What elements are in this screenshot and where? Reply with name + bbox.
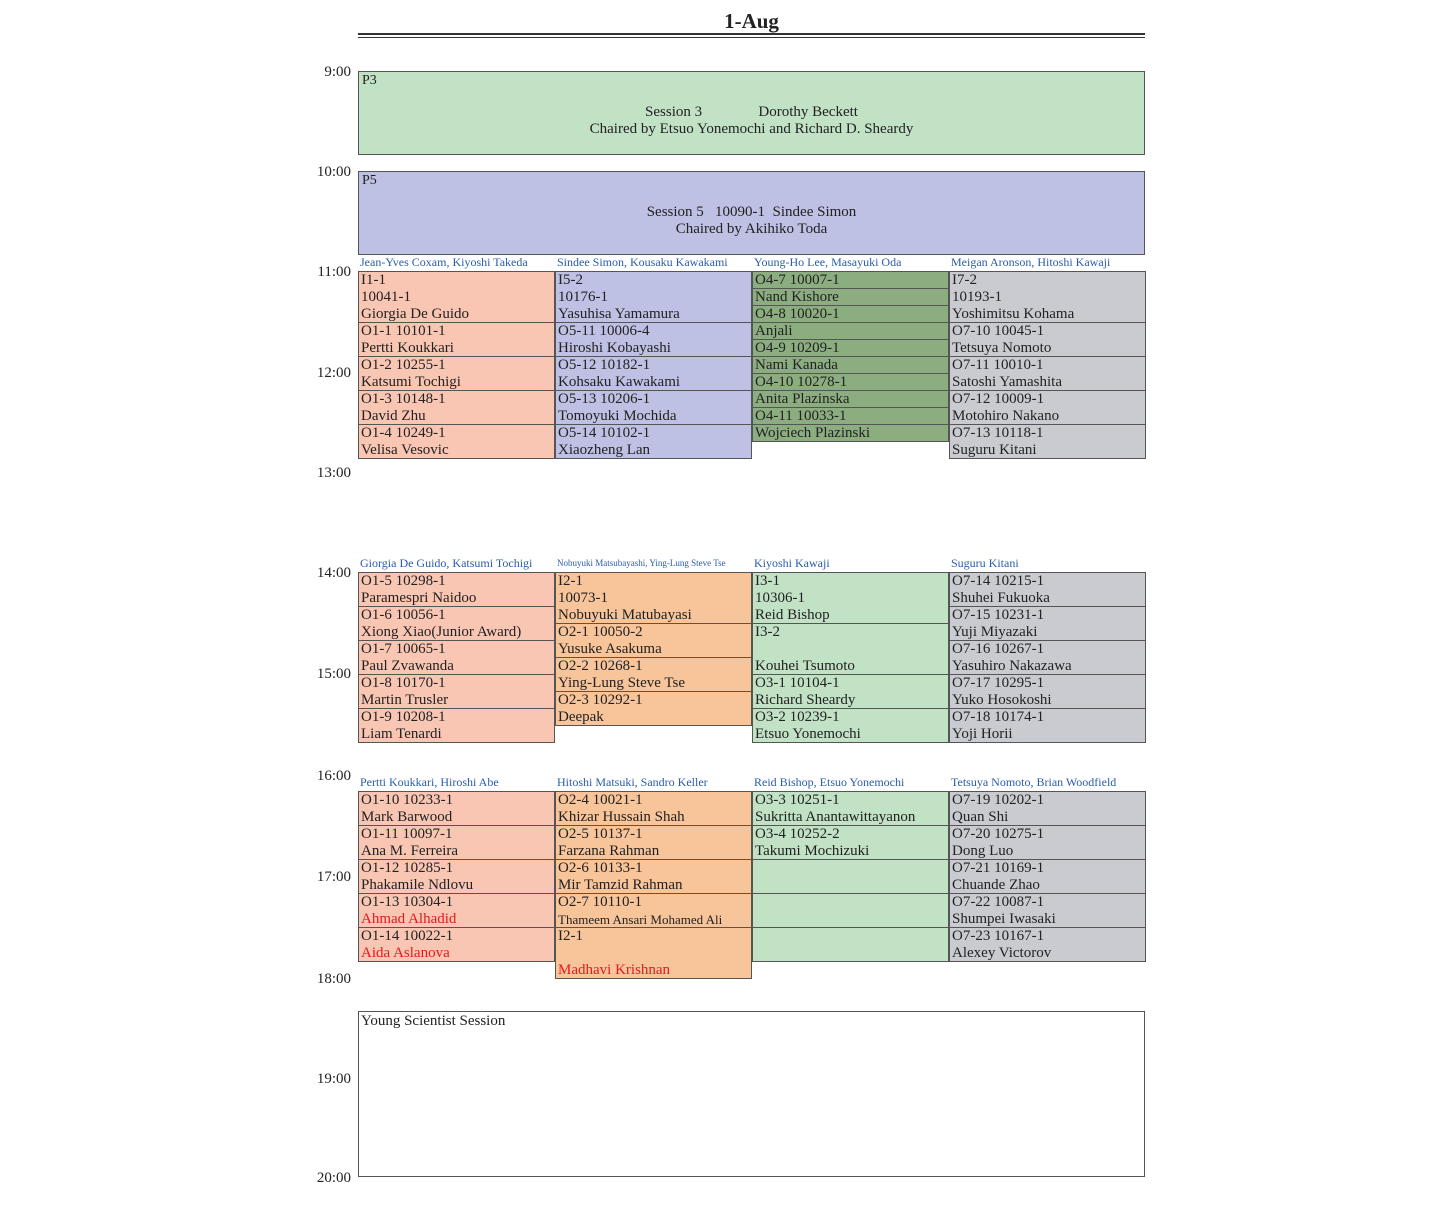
session-chairs: Jean-Yves Coxam, Kiyoshi Takeda: [360, 255, 528, 269]
talk-code: O2-5 10137-1: [558, 826, 643, 842]
talk-slot[interactable]: [555, 572, 752, 624]
time-label: 17:00: [316, 869, 351, 885]
talk-slot[interactable]: [949, 390, 1146, 425]
time-label: 9:00: [324, 64, 351, 80]
talk-code: O7-19 10202-1: [952, 792, 1045, 808]
title-rule: [358, 37, 1145, 38]
talk-code: O7-16 10267-1: [952, 641, 1045, 657]
talk-code: O1-5 10298-1: [361, 573, 446, 589]
speaker-name: Takumi Mochizuki: [755, 843, 870, 859]
talk-text: Anjali: [755, 323, 793, 339]
talk-text: 10306-1: [755, 590, 805, 606]
talk-code: O1-2 10255-1: [361, 357, 446, 373]
talk-slot[interactable]: [752, 288, 949, 306]
speaker-name: Richard Sheardy: [755, 692, 856, 708]
talk-slot[interactable]: [358, 859, 555, 894]
talk-slot[interactable]: [358, 271, 555, 323]
speaker-name: Yusuke Asakuma: [558, 641, 662, 657]
speaker-name: Yuko Hosokoshi: [952, 692, 1052, 708]
talk-slot[interactable]: [949, 708, 1146, 743]
speaker-name: Alexey Victorov: [952, 945, 1052, 961]
talk-slot[interactable]: [752, 572, 949, 624]
speaker-name: Liam Tenardi: [361, 726, 442, 742]
talk-slot[interactable]: [358, 674, 555, 709]
talk-slot[interactable]: [949, 356, 1146, 391]
speaker-name: Yasuhiro Nakazawa: [952, 658, 1072, 674]
talk-slot[interactable]: [358, 572, 555, 607]
speaker-name: Mir Tamzid Rahman: [558, 877, 683, 893]
talk-code: O7-22 10087-1: [952, 894, 1045, 910]
talk-slot[interactable]: [358, 927, 555, 962]
talk-slot[interactable]: [752, 859, 949, 894]
session-chairs: Meigan Aronson, Hitoshi Kawaji: [951, 255, 1111, 269]
speaker-name: [755, 877, 948, 894]
talk-text: Nami Kanada: [755, 357, 838, 373]
talk-slot[interactable]: [752, 623, 949, 675]
talk-code: O7-14 10215-1: [952, 573, 1045, 589]
speaker-name: Madhavi Krishnan: [558, 962, 671, 978]
plenary-code: P5: [362, 173, 377, 188]
speaker-name: Yoji Horii: [952, 726, 1013, 742]
talk-code: I2-1: [558, 573, 583, 589]
talk-code: O2-4 10021-1: [558, 792, 643, 808]
speaker-name: Xiong Xiao(Junior Award): [361, 624, 522, 640]
talk-code: O1-7 10065-1: [361, 641, 446, 657]
talk-code: O1-1 10101-1: [361, 323, 446, 339]
speaker-name: Sukritta Anantawittayanon: [755, 809, 916, 825]
session-chairs: Young-Ho Lee, Masayuki Oda: [754, 255, 902, 269]
session-chairs: Pertti Koukkari, Hiroshi Abe: [360, 775, 499, 789]
talk-slot[interactable]: [949, 859, 1146, 894]
talk-slot[interactable]: [555, 623, 752, 658]
speaker-name: David Zhu: [361, 408, 426, 424]
talk-slot[interactable]: [555, 691, 752, 726]
plenary-chairs: Chaired by Akihiko Toda: [675, 221, 828, 237]
talk-text: 10176-1: [558, 289, 608, 305]
talk-code: O3-1 10104-1: [755, 675, 840, 691]
plenary-details: [359, 104, 1144, 138]
speaker-name: Ying-Lung Steve Tse: [558, 675, 685, 691]
speaker-name: Satoshi Yamashita: [952, 374, 1063, 390]
talk-slot[interactable]: [949, 271, 1146, 323]
time-label: 18:00: [316, 971, 351, 987]
talk-code: O1-3 10148-1: [361, 391, 446, 407]
speaker-name: Paul Zvawanda: [361, 658, 454, 674]
talk-text: O4-8 10020-1: [755, 306, 840, 322]
plenary-details: [359, 204, 1144, 238]
speaker-name: Thameem Ansari Mohamed Ali: [558, 912, 723, 927]
talk-code: [755, 928, 948, 945]
talk-slot[interactable]: [358, 640, 555, 675]
speaker-name: Deepak: [558, 709, 604, 725]
talk-code: I3-2: [755, 624, 780, 640]
talk-code: O7-11 10010-1: [952, 357, 1044, 373]
speaker-name: Tomoyuki Mochida: [558, 408, 677, 424]
time-label: 10:00: [316, 164, 351, 180]
talk-slot[interactable]: [752, 305, 949, 323]
speaker-name: Aida Aslanova: [361, 945, 450, 961]
talk-code: O1-8 10170-1: [361, 675, 446, 691]
time-label: 16:00: [316, 768, 351, 784]
session-chairs: Nobuyuki Matsubayashi, Ying-Lung Steve Tse: [557, 558, 726, 568]
talk-slot[interactable]: [555, 893, 752, 928]
talk-code: O1-14 10022-1: [361, 928, 454, 944]
talk-slot[interactable]: [752, 674, 949, 709]
young-scientist-session[interactable]: [358, 1011, 1145, 1177]
time-label: 13:00: [316, 465, 351, 481]
speaker-name: Quan Shi: [952, 809, 1009, 825]
speaker-name: Farzana Rahman: [558, 843, 660, 859]
talk-code: O7-23 10167-1: [952, 928, 1045, 944]
session-chairs: Sindee Simon, Kousaku Kawakami: [557, 255, 728, 269]
talk-text: O4-10 10278-1: [755, 374, 848, 390]
talk-text: [558, 945, 751, 962]
talk-code: O5-11 10006-4: [558, 323, 650, 339]
talk-slot[interactable]: [555, 390, 752, 425]
talk-code: O1-13 10304-1: [361, 894, 454, 910]
plenary-code: P3: [362, 73, 377, 88]
talk-text: O4-11 10033-1: [755, 408, 847, 424]
talk-slot[interactable]: [949, 893, 1146, 928]
speaker-name: Yoshimitsu Kohama: [952, 306, 1075, 322]
talk-text: Nand Kishore: [755, 289, 839, 305]
talk-code: O7-20 10275-1: [952, 826, 1045, 842]
talk-slot[interactable]: [555, 927, 752, 979]
talk-slot[interactable]: [752, 407, 949, 425]
time-label: 14:00: [316, 565, 351, 581]
talk-text: O4-7 10007-1: [755, 272, 840, 288]
talk-slot[interactable]: [752, 791, 949, 826]
time-label: 12:00: [316, 365, 351, 381]
session-chairs: Suguru Kitani: [951, 556, 1019, 570]
session-chairs: Giorgia De Guido, Katsumi Tochigi: [360, 556, 533, 570]
session-chairs: Kiyoshi Kawaji: [754, 556, 830, 570]
speaker-name: Velisa Vesovic: [361, 442, 449, 458]
plenary-speaker: Session 5 10090-1 Sindee Simon: [646, 204, 857, 220]
session-chairs: Hitoshi Matsuki, Sandro Keller: [557, 775, 708, 789]
speaker-name: Etsuo Yonemochi: [755, 726, 861, 742]
speaker-name: Ahmad Alhadid: [361, 911, 457, 927]
talk-slot[interactable]: [555, 356, 752, 391]
talk-slot[interactable]: [949, 640, 1146, 675]
talk-slot[interactable]: [949, 606, 1146, 641]
talk-code: O7-12 10009-1: [952, 391, 1045, 407]
talk-slot[interactable]: [949, 424, 1146, 459]
talk-slot[interactable]: [752, 424, 949, 442]
plenary-session-p3[interactable]: [358, 71, 1145, 155]
time-label: 11:00: [317, 264, 351, 280]
talk-code: O1-10 10233-1: [361, 792, 454, 808]
talk-code: I1-1: [361, 272, 386, 288]
talk-code: O2-7 10110-1: [558, 894, 643, 910]
talk-slot[interactable]: [555, 657, 752, 692]
talk-code: O7-13 10118-1: [952, 425, 1044, 441]
talk-slot[interactable]: [752, 390, 949, 408]
speaker-name: Dong Luo: [952, 843, 1014, 859]
speaker-name: Khizar Hussain Shah: [558, 809, 685, 825]
talk-code: I2-1: [558, 928, 583, 944]
speaker-name: Yuji Miyazaki: [952, 624, 1038, 640]
talk-slot[interactable]: [358, 424, 555, 459]
speaker-name: Chuande Zhao: [952, 877, 1040, 893]
talk-code: O1-6 10056-1: [361, 607, 446, 623]
talk-code: O5-12 10182-1: [558, 357, 651, 373]
talk-code: O3-4 10252-2: [755, 826, 840, 842]
talk-text: 10041-1: [361, 289, 411, 305]
talk-slot[interactable]: [358, 606, 555, 641]
talk-code: I7-2: [952, 272, 977, 288]
talk-slot[interactable]: [358, 708, 555, 743]
speaker-name: Suguru Kitani: [952, 442, 1037, 458]
speaker-name: Shumpei Iwasaki: [952, 911, 1056, 927]
speaker-name: Pertti Koukkari: [361, 340, 454, 356]
talk-code: O3-3 10251-1: [755, 792, 840, 808]
young-scientist-label: Young Scientist Session: [361, 1013, 506, 1029]
talk-slot[interactable]: [949, 322, 1146, 357]
talk-code: O7-21 10169-1: [952, 860, 1045, 876]
title-rule: [358, 33, 1145, 35]
talk-code: O2-3 10292-1: [558, 692, 643, 708]
talk-code: [755, 860, 948, 877]
speaker-name: [755, 911, 948, 928]
talk-slot[interactable]: [752, 356, 949, 374]
talk-code: O2-1 10050-2: [558, 624, 643, 640]
time-label: 19:00: [316, 1071, 351, 1087]
talk-text: 10193-1: [952, 289, 1002, 305]
talk-slot[interactable]: [752, 271, 949, 289]
talk-code: O5-13 10206-1: [558, 391, 651, 407]
time-label: 20:00: [316, 1170, 351, 1186]
talk-slot[interactable]: [555, 791, 752, 826]
talk-text: Anita Plazinska: [755, 391, 850, 407]
time-label: 15:00: [316, 666, 351, 682]
talk-slot[interactable]: [752, 708, 949, 743]
talk-slot[interactable]: [358, 791, 555, 826]
speaker-name: Tetsuya Nomoto: [952, 340, 1052, 356]
talk-slot[interactable]: [949, 572, 1146, 607]
talk-code: O7-10 10045-1: [952, 323, 1045, 339]
talk-code: O3-2 10239-1: [755, 709, 840, 725]
speaker-name: Shuhei Fukuoka: [952, 590, 1050, 606]
talk-slot[interactable]: [555, 859, 752, 894]
speaker-name: Mark Barwood: [361, 809, 453, 825]
talk-slot[interactable]: [555, 322, 752, 357]
speaker-name: Nobuyuki Matubayasi: [558, 607, 692, 623]
speaker-name: Giorgia De Guido: [361, 306, 470, 322]
plenary-speaker: Session 3 Dorothy Beckett: [645, 104, 858, 120]
talk-slot[interactable]: [949, 825, 1146, 860]
talk-slot[interactable]: [949, 674, 1146, 709]
talk-slot[interactable]: [358, 893, 555, 928]
plenary-session-p5[interactable]: [358, 171, 1145, 255]
session-chairs: Reid Bishop, Etsuo Yonemochi: [754, 775, 905, 789]
speaker-name: Reid Bishop: [755, 607, 830, 623]
talk-code: O1-9 10208-1: [361, 709, 446, 725]
speaker-name: Phakamile Ndlovu: [361, 877, 474, 893]
talk-slot[interactable]: [555, 271, 752, 323]
talk-code: O2-6 10133-1: [558, 860, 643, 876]
speaker-name: Ana M. Ferreira: [361, 843, 459, 859]
talk-code: O5-14 10102-1: [558, 425, 651, 441]
speaker-name: Paramespri Naidoo: [361, 590, 477, 606]
talk-code: I3-1: [755, 573, 780, 589]
talk-slot[interactable]: [752, 322, 949, 340]
speaker-name: Katsumi Tochigi: [361, 374, 461, 390]
talk-code: O1-11 10097-1: [361, 826, 453, 842]
talk-slot[interactable]: [358, 390, 555, 425]
talk-text: [755, 641, 948, 658]
speaker-name: [755, 945, 948, 962]
talk-slot[interactable]: [555, 424, 752, 459]
talk-code: O7-15 10231-1: [952, 607, 1045, 623]
talk-slot[interactable]: [752, 893, 949, 928]
talk-slot[interactable]: [358, 825, 555, 860]
talk-text: 10073-1: [558, 590, 608, 606]
talk-code: O1-12 10285-1: [361, 860, 454, 876]
talk-code: [755, 894, 948, 911]
talk-slot[interactable]: [752, 825, 949, 860]
talk-slot[interactable]: [358, 322, 555, 357]
talk-code: I5-2: [558, 272, 583, 288]
talk-slot[interactable]: [555, 825, 752, 860]
speaker-name: Xiaozheng Lan: [558, 442, 651, 458]
speaker-name: Hiroshi Kobayashi: [558, 340, 671, 356]
speaker-name: Kouhei Tsumoto: [755, 658, 855, 674]
talk-slot[interactable]: [949, 791, 1146, 826]
speaker-name: Martin Trusler: [361, 692, 449, 708]
talk-text: Wojciech Plazinski: [755, 425, 871, 441]
talk-code: O7-17 10295-1: [952, 675, 1045, 691]
plenary-chairs: Chaired by Etsuo Yonemochi and Richard D. Sheardy: [589, 121, 914, 137]
speaker-name: Yasuhisa Yamamura: [558, 306, 680, 322]
talk-code: O2-2 10268-1: [558, 658, 643, 674]
speaker-name: Kohsaku Kawakami: [558, 374, 681, 390]
talk-slot[interactable]: [949, 927, 1146, 962]
talk-slot[interactable]: [752, 927, 949, 962]
talk-code: O1-4 10249-1: [361, 425, 446, 441]
speaker-name: Motohiro Nakano: [952, 408, 1060, 424]
talk-slot[interactable]: [752, 339, 949, 357]
talk-slot[interactable]: [752, 373, 949, 391]
day-title: 1-Aug: [724, 9, 779, 33]
talk-code: O7-18 10174-1: [952, 709, 1045, 725]
talk-text: O4-9 10209-1: [755, 340, 840, 356]
session-chairs: Tetsuya Nomoto, Brian Woodfield: [951, 775, 1117, 789]
talk-slot[interactable]: [358, 356, 555, 391]
